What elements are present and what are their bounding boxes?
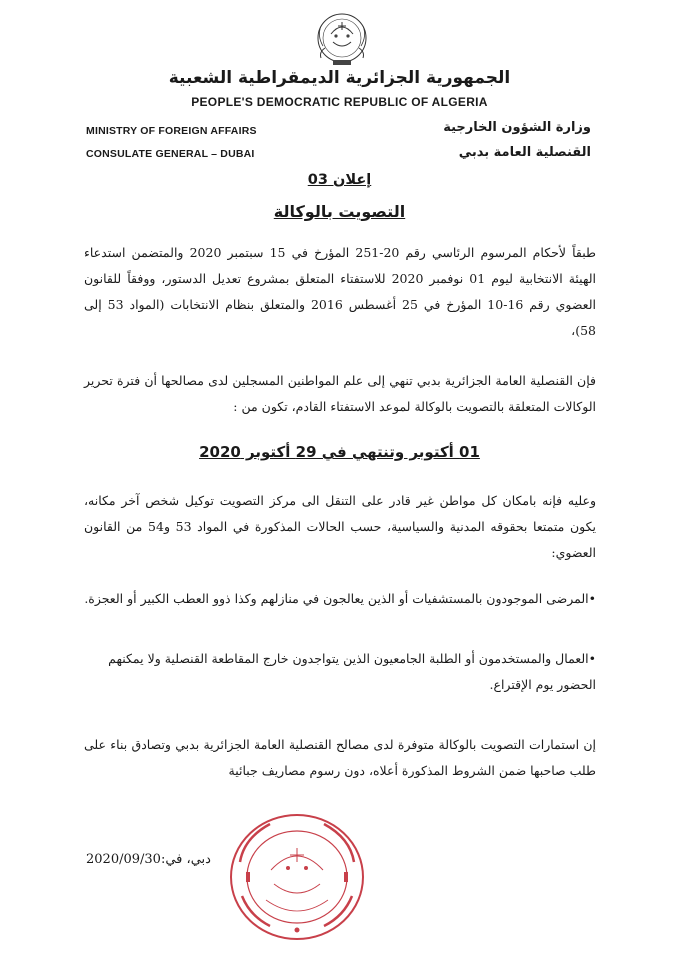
republic-title-en: PEOPLE'S DEMOCRATIC REPUBLIC OF ALGERIA (191, 95, 488, 109)
bullet-workers-students: •العمال والمستخدمون أو الطلبة الجامعيون الذين يتواجدون خارج المقاطعة القنصلية ولا يمكنهم الحضور يوم الإقتراع. (108, 651, 596, 692)
consulate-ar: القنصلية العامة بدبي (458, 145, 591, 160)
paragraph-forms: إن استمارات التصويت بالوكالة متوفرة لدى مصالح القنصلية العامة الجزائرية بدبي وتصادق بناء على طلب صاحبها ضمن الشروط المذكورة أعلاه، دون رسوم مصاريف جبائية (84, 737, 596, 778)
ministry-ar: وزارة الشؤون الخارجية (443, 120, 591, 135)
announcement-title: التصويت بالوكالة (273, 202, 406, 221)
paragraph-period: فإن القنصلية العامة الجزائرية بدبي تنهي إلى علم المواطنين المسجلين لدى مصالحها أن فترة تحرير الوكالات المتعلقة بالتصويت بالوكالة لموعد الاستفتاء القادم، تكون من : (84, 373, 596, 414)
ministry-en: MINISTRY OF FOREIGN AFFAIRS (86, 125, 257, 137)
republic-title-ar: الجمهورية الجزائرية الديمقراطية الشعبية (168, 68, 511, 88)
official-stamp-icon (226, 810, 368, 944)
algeria-emblem-icon (303, 8, 381, 74)
consulate-en: CONSULATE GENERAL – DUBAI (86, 148, 255, 160)
bullet-patients: •المرضى الموجودون بالمستشفيات أو الذين يعالجون في منازلهم وكذا ذوو العطب الكبير أو العجزة. (84, 591, 596, 606)
announcement-number: إعلان 03 (307, 172, 372, 188)
paragraph-legal-basis: طبقاً لأحكام المرسوم الرئاسي رقم 20-251 المؤرخ في 15 سبتمبر 2020 والمتضمن استدعاء الهيئة الانتخابية ليوم 01 نوفمبر 2020 للاستفتاء المتعلق بمشروع تعديل الدستور، ووفقاً للقانون العضوي رقم 16-10 المؤرخ في 25 أغسطس 2016 والمتعلق بنظام الانتخابات (المواد 53 إلى 58)، (84, 245, 596, 338)
proxy-period-dates: 01 أكتوبر وتنتهي في 29 أكتوبر 2020 (199, 443, 480, 461)
signature-date: دبي، في:2020/09/30 (86, 852, 211, 867)
paragraph-eligibility: وعليه فإنه بامكان كل مواطن غير قادر على التنقل الى مركز التصويت توكيل شخص آخر مكانه، يكون متمتعا بحقوقه المدنية والسياسية، حسب الحالات المذكورة في المواد 53 و54 من القانون العضوي: (84, 493, 597, 560)
